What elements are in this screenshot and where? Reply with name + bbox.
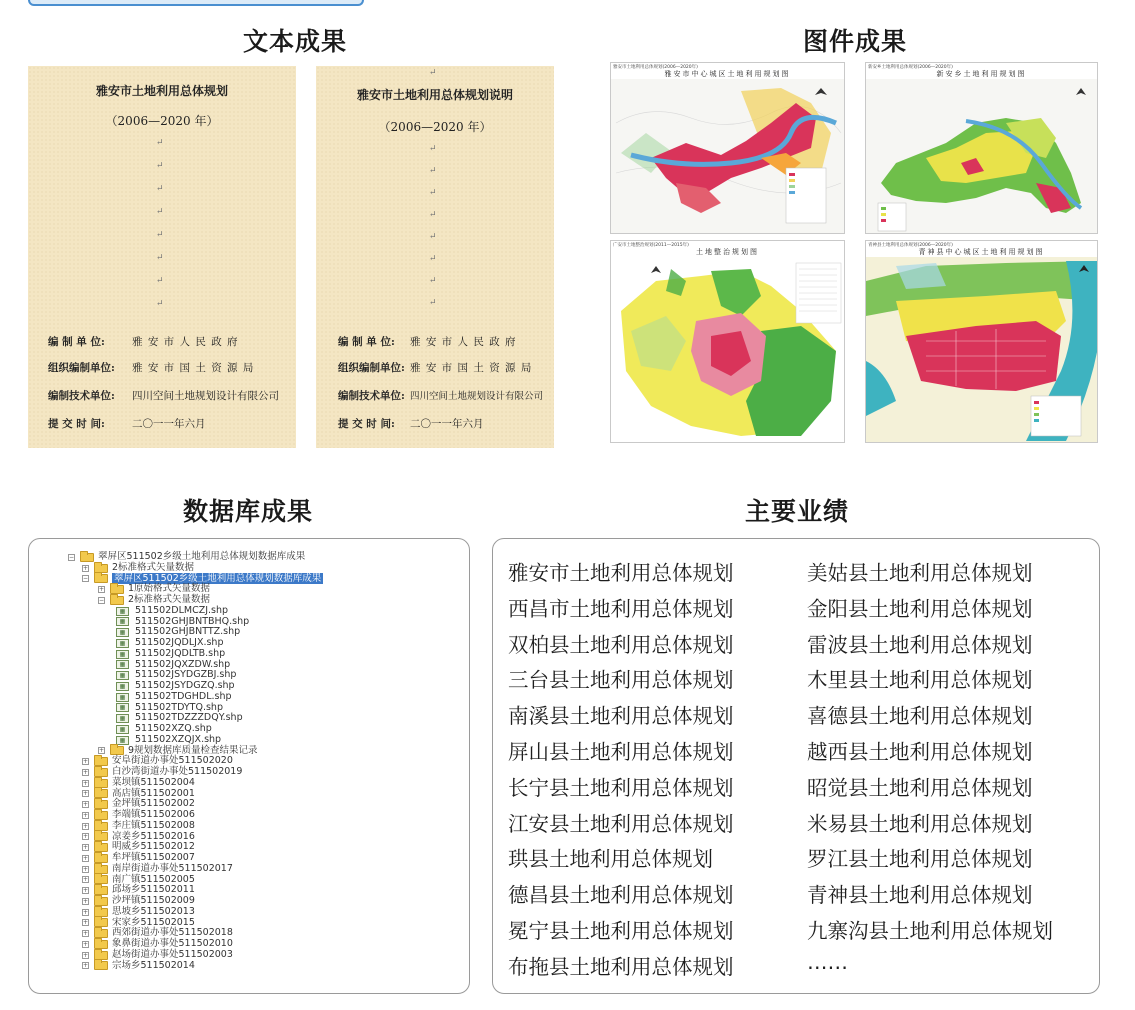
shapefile-icon: ▦ — [116, 617, 129, 626]
folder-icon — [94, 865, 108, 874]
achievement-item: 江安县土地利用总体规划 — [508, 811, 734, 836]
expand-icon[interactable]: + — [99, 747, 105, 755]
shapefile-icon: ▦ — [116, 639, 129, 648]
meta-key: 组织编制单位: — [338, 362, 405, 374]
top-tab-decoration — [28, 0, 364, 6]
section-title-maps: 图件成果 — [802, 27, 907, 56]
tree-item-label: 李庄镇511502008 — [112, 819, 195, 831]
achievement-item: 长宁县土地利用总体规划 — [508, 775, 734, 800]
tree-item-label: 2标准格式矢量数据 — [112, 561, 195, 573]
tree-item-label: 511502DLMCZJ.shp — [135, 604, 229, 616]
shapefile-icon: ▦ — [116, 714, 129, 723]
tree-item-label: 邱场乡511502011 — [112, 884, 195, 896]
achievement-item: 米易县土地利用总体规划 — [807, 811, 1033, 836]
meta-value: 雅 安 市 国 土 资 源 局 — [132, 362, 255, 374]
folder-icon — [94, 822, 108, 831]
tree-item-label: 沙坪镇511502009 — [112, 895, 195, 906]
document-page-1 — [28, 66, 296, 448]
paragraph-mark-icon: ↵ — [156, 207, 164, 217]
achievement-item: 罗江县土地利用总体规划 — [807, 847, 1033, 872]
meta-key: 编 制 单 位: — [48, 336, 105, 348]
tree-item-label: 511502GHJBNTTZ.shp — [135, 626, 241, 638]
expand-icon[interactable]: + — [83, 801, 89, 809]
meta-value: 雅 安 市 国 土 资 源 局 — [410, 362, 533, 374]
folder-icon — [94, 757, 108, 766]
shapefile-icon: ▦ — [116, 693, 129, 702]
expand-icon[interactable]: + — [83, 758, 89, 766]
achievement-item: 青神县土地利用总体规划 — [807, 883, 1033, 908]
map-title: 土地整治规划图 — [696, 248, 759, 256]
shapefile-icon: ▦ — [116, 682, 129, 691]
achievement-item: 喜德县土地利用总体规划 — [807, 704, 1033, 729]
collapse-icon[interactable]: − — [99, 596, 105, 604]
achievement-item: 昭觉县土地利用总体规划 — [807, 775, 1033, 800]
expand-icon[interactable]: + — [83, 833, 89, 841]
tree-item-label: 象鼻街道办事处511502010 — [112, 938, 233, 949]
tree-item-label: 高店镇511502001 — [112, 787, 195, 799]
tree-item-label: 菜坝镇511502004 — [112, 776, 195, 788]
tree-item-label: 511502XZQJX.shp — [135, 733, 222, 745]
tree-item-label: 思坡乡511502013 — [112, 905, 195, 917]
achievement-item: 雅安市土地利用总体规划 — [508, 561, 734, 585]
paragraph-mark-icon: ↵ — [156, 230, 164, 240]
achievement-item: …… — [807, 949, 848, 974]
tree-item-label: 宗场乡511502014 — [112, 959, 195, 971]
shapefile-icon: ▦ — [116, 650, 129, 659]
achievement-item: 珙县土地利用总体规划 — [508, 847, 713, 872]
expand-icon[interactable]: + — [83, 962, 89, 970]
tree-item-label: 1原始格式矢量数据 — [128, 583, 211, 595]
collapse-icon[interactable]: − — [69, 553, 75, 561]
tree-item-label: 511502TDGHDL.shp — [135, 690, 232, 702]
document-title: 雅安市土地利用总体规划 — [95, 84, 228, 98]
map-thumbnail-3[interactable] — [610, 240, 845, 443]
expand-icon[interactable]: + — [83, 564, 89, 572]
tree-item-label: 金坪镇511502002 — [112, 798, 195, 810]
tree-item-label: 511502JQXZDW.shp — [135, 658, 231, 670]
tree-item-label: 511502XZQ.shp — [135, 723, 212, 734]
folder-icon — [94, 940, 108, 949]
tree-item-label: 511502JQDLJX.shp — [135, 637, 224, 648]
document-years: （2006—2020 年） — [378, 120, 492, 134]
land-use-map-graphic — [611, 63, 845, 234]
tree-folder-row[interactable] — [82, 961, 195, 972]
map-caption: 广安市土地整治规划(2011—2015年) — [613, 243, 689, 248]
tree-item-label: 511502JSYDGZQ.shp — [135, 680, 235, 691]
tree-item-label: 凉姜乡511502016 — [112, 830, 195, 842]
paragraph-mark-icon: ↵ — [429, 144, 437, 154]
tree-item-label: 牟坪镇511502007 — [112, 852, 195, 863]
folder-icon — [94, 854, 108, 863]
achievement-item: 德昌县土地利用总体规划 — [508, 883, 734, 908]
folder-icon — [94, 779, 108, 788]
folder-icon — [94, 768, 108, 777]
section-title-database: 数据库成果 — [182, 497, 313, 526]
expand-icon[interactable]: + — [83, 790, 89, 798]
achievement-item: 南溪县土地利用总体规划 — [508, 704, 734, 729]
expand-icon[interactable]: + — [83, 887, 89, 895]
tree-item-label: 赵场街道办事处511502003 — [112, 948, 233, 960]
achievement-item: 三台县土地利用总体规划 — [508, 668, 734, 693]
map-thumbnail-1[interactable] — [610, 62, 845, 234]
expand-icon[interactable]: + — [83, 865, 89, 873]
folder-icon — [94, 886, 108, 895]
expand-icon[interactable]: + — [83, 876, 89, 884]
shapefile-icon: ▦ — [116, 736, 129, 745]
database-tree — [28, 538, 470, 994]
tree-item-label: 511502TDYTQ.shp — [135, 701, 223, 713]
paragraph-mark-icon: ↵ — [156, 138, 164, 148]
folder-icon — [94, 564, 108, 573]
paragraph-mark-icon: ↵ — [429, 68, 437, 78]
meta-value: 二〇一一年六月 — [132, 418, 206, 430]
document-title: 雅安市土地利用总体规划说明 — [356, 88, 513, 102]
folder-icon — [110, 746, 124, 755]
paragraph-mark-icon: ↵ — [156, 276, 164, 286]
tree-item-label: 9规划数据库质量检查结果记录 — [128, 744, 258, 756]
section-title-achievements: 主要业绩 — [744, 497, 849, 526]
shapefile-icon: ▦ — [116, 671, 129, 680]
expand-icon[interactable]: + — [83, 951, 89, 959]
expand-icon[interactable]: + — [83, 811, 89, 819]
achievement-item: 九寨沟县土地利用总体规划 — [807, 919, 1053, 943]
land-use-map-graphic — [611, 241, 845, 443]
meta-key: 提 交 时 间: — [338, 418, 395, 430]
achievement-item: 木里县土地利用总体规划 — [807, 668, 1033, 693]
meta-key: 编制技术单位: — [338, 390, 405, 402]
achievement-item: 美姑县土地利用总体规划 — [807, 561, 1033, 585]
tree-item-label: 511502JQDLTB.shp — [135, 647, 226, 659]
section-title-text: 文本成果 — [242, 27, 347, 56]
paragraph-mark-icon: ↵ — [429, 298, 437, 308]
achievement-item: 西昌市土地利用总体规划 — [508, 596, 734, 621]
map-caption: 新安乡土地利用总体规划(2006—2020年) — [868, 65, 953, 70]
folder-icon — [80, 553, 94, 562]
document-page-2 — [316, 66, 554, 448]
tree-item-label: 西郊街道办事处511502018 — [112, 927, 233, 939]
tree-item-label: 511502JSYDGZBJ.shp — [135, 669, 237, 681]
folder-icon — [110, 596, 124, 605]
shapefile-icon: ▦ — [116, 703, 129, 712]
expand-icon[interactable]: + — [83, 897, 89, 905]
paragraph-mark-icon: ↵ — [429, 254, 437, 264]
tree-item-label: 安阜街道办事处511502020 — [112, 755, 233, 767]
shapefile-icon: ▦ — [116, 628, 129, 637]
paragraph-mark-icon: ↵ — [429, 166, 437, 176]
folder-icon — [94, 789, 108, 798]
paragraph-mark-icon: ↵ — [156, 184, 164, 194]
map-title: 新安乡土地利用规划图 — [936, 70, 1027, 78]
tree-item-label: 翠屏区511502乡级土地利用总体规划数据库成果 — [98, 551, 306, 562]
tree-item-label: 白沙湾街道办事处511502019 — [112, 766, 243, 777]
land-use-map-graphic — [866, 63, 1098, 234]
achievement-item: 金阳县土地利用总体规划 — [807, 596, 1033, 621]
meta-value: 雅 安 市 人 民 政 府 — [410, 336, 517, 348]
land-use-map-graphic — [866, 241, 1098, 443]
meta-key: 组织编制单位: — [48, 362, 115, 374]
map-title: 青神县中心城区土地利用规划图 — [918, 248, 1045, 256]
meta-value: 四川空间土地规划设计有限公司 — [410, 391, 544, 402]
expand-icon[interactable]: + — [83, 768, 89, 776]
expand-icon[interactable]: + — [83, 908, 89, 916]
folder-icon — [94, 929, 108, 938]
expand-icon[interactable]: + — [83, 854, 89, 862]
tree-item-label: 2标准格式矢量数据 — [128, 594, 211, 605]
meta-value: 二〇一一年六月 — [410, 418, 484, 430]
paragraph-mark-icon: ↵ — [429, 210, 437, 220]
paragraph-mark-icon: ↵ — [156, 161, 164, 171]
achievement-item: 布拖县土地利用总体规划 — [508, 954, 734, 979]
folder-icon — [94, 832, 108, 841]
expand-icon[interactable]: + — [83, 779, 89, 787]
expand-icon[interactable]: + — [83, 844, 89, 852]
tree-item-label: 511502TDZZZDQY.shp — [135, 712, 243, 724]
meta-value: 四川空间土地规划设计有限公司 — [132, 390, 279, 402]
paragraph-mark-icon: ↵ — [429, 276, 437, 286]
tree-item-label: 宋家乡511502015 — [112, 916, 195, 928]
expand-icon[interactable]: + — [99, 586, 105, 594]
tree-item-label: 翠屏区511502乡级土地利用总体规划数据库成果 — [114, 572, 322, 584]
achievement-item: 双柏县土地利用总体规划 — [508, 632, 734, 657]
achievement-item: 越西县土地利用总体规划 — [807, 740, 1033, 764]
tree-item-label: 南岸街道办事处511502017 — [112, 862, 233, 874]
achievement-item: 冕宁县土地利用总体规划 — [508, 919, 734, 943]
tree-item-label: 511502GHJBNTBHQ.shp — [135, 615, 250, 627]
expand-icon[interactable]: + — [83, 919, 89, 927]
folder-icon — [94, 843, 108, 852]
document-years: （2006—2020 年） — [105, 114, 219, 128]
folder-icon — [94, 574, 108, 583]
paragraph-mark-icon: ↵ — [429, 232, 437, 242]
map-caption: 雅安市土地利用总体规划(2006—2020年) — [613, 65, 698, 70]
expand-icon[interactable]: + — [83, 822, 89, 830]
folder-icon — [94, 908, 108, 917]
map-title: 雅安市中心城区土地利用规划图 — [664, 70, 791, 78]
paragraph-mark-icon: ↵ — [429, 188, 437, 198]
folder-icon — [110, 585, 124, 594]
map-caption: 青神县土地利用总体规划(2006—2020年) — [868, 243, 953, 248]
collapse-icon[interactable]: − — [83, 575, 89, 583]
shapefile-icon: ▦ — [116, 725, 129, 734]
meta-value: 雅 安 市 人 民 政 府 — [132, 336, 239, 348]
meta-key: 编 制 单 位: — [338, 336, 395, 348]
achievements-list — [492, 538, 1100, 994]
map-thumbnail-2[interactable] — [865, 62, 1098, 234]
shapefile-icon: ▦ — [116, 607, 129, 616]
folder-icon — [94, 897, 108, 906]
folder-icon — [94, 918, 108, 927]
expand-icon[interactable]: + — [83, 930, 89, 938]
folder-icon — [94, 811, 108, 820]
tree-item-label: 李端镇511502006 — [112, 809, 195, 820]
expand-icon[interactable]: + — [83, 940, 89, 948]
folder-icon — [94, 961, 108, 970]
paragraph-mark-icon: ↵ — [156, 299, 164, 309]
map-thumbnail-4[interactable] — [865, 240, 1098, 443]
folder-icon — [94, 951, 108, 960]
shapefile-icon: ▦ — [116, 660, 129, 669]
achievement-item: 屏山县土地利用总体规划 — [508, 740, 734, 764]
paragraph-mark-icon: ↵ — [156, 253, 164, 263]
folder-icon — [94, 800, 108, 809]
tree-item-label: 南广镇511502005 — [112, 873, 195, 885]
folder-icon — [94, 875, 108, 884]
achievement-item: 雷波县土地利用总体规划 — [807, 632, 1033, 657]
meta-key: 提 交 时 间: — [48, 418, 105, 430]
tree-item-label: 明威乡511502012 — [112, 841, 195, 853]
meta-key: 编制技术单位: — [48, 390, 115, 402]
